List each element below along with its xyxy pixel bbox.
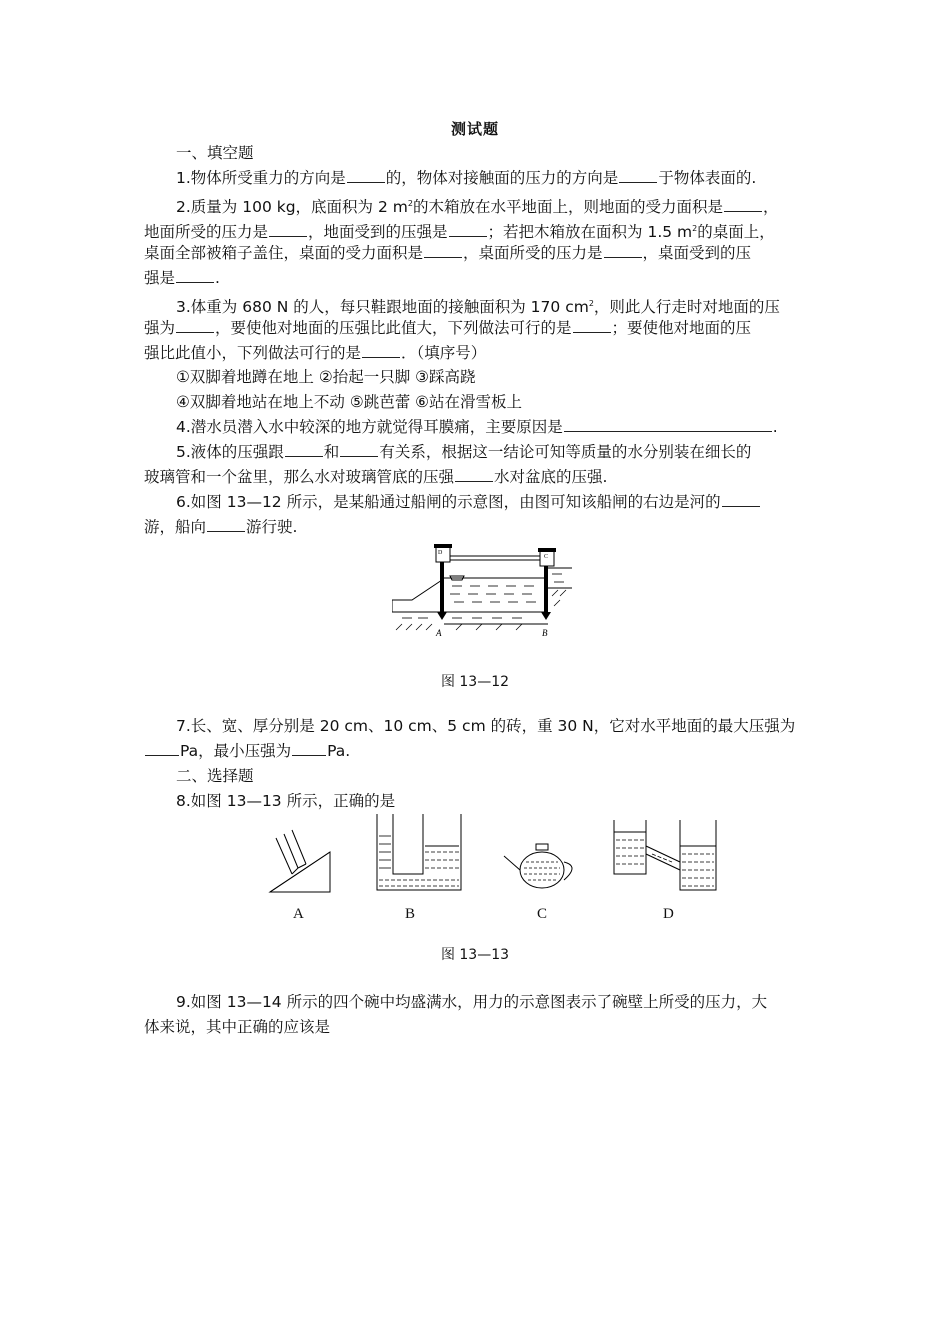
answer-blank[interactable] xyxy=(619,168,657,183)
question-1: 1.物体所受重力的方向是 的，物体对接触面的压力的方向是 于物体表面的. xyxy=(176,169,757,187)
question-4: 4.潜水员潜入水中较深的地方就觉得耳膜痛，主要原因是 . xyxy=(176,418,778,436)
gate-c-label: C xyxy=(544,554,549,560)
answer-blank[interactable] xyxy=(347,168,385,183)
answer-blank[interactable] xyxy=(564,417,772,432)
figure-13-12-caption: 图 13—12 xyxy=(440,674,510,690)
answer-blank[interactable] xyxy=(145,741,179,756)
option-a-figure xyxy=(266,822,336,894)
question-9-line-1: 9.如图 13—14 所示的四个碗中均盛满水，用力的示意图表示了碗壁上所受的压力，大 xyxy=(176,993,768,1011)
answer-blank[interactable] xyxy=(455,467,493,482)
option-c-figure xyxy=(502,838,582,892)
answer-blank[interactable] xyxy=(362,343,400,358)
question-3-options-2: ④双脚着地站在地上不动 ⑤跳芭蕾 ⑥站在滑雪板上 xyxy=(176,393,523,411)
question-6-line-2: 游，船向 游行驶. xyxy=(144,518,298,536)
answer-blank[interactable] xyxy=(176,268,214,283)
question-7-line-1: 7.长、宽、厚分别是 20 cm、10 cm、5 cm 的砖，重 30 N，它对水平地面的最大压强为 xyxy=(176,717,796,735)
question-8: 8.如图 13—13 所示，正确的是 xyxy=(176,792,396,810)
answer-blank[interactable] xyxy=(207,517,245,532)
question-9-line-2: 体来说，其中正确的应该是 xyxy=(144,1018,331,1036)
answer-blank[interactable] xyxy=(604,243,642,258)
answer-blank[interactable] xyxy=(176,318,214,333)
answer-blank[interactable] xyxy=(340,442,378,457)
question-2-line-1: 2.质量为 100 kg，底面积为 2 $m^2$的木箱放在水平地面上，则地面的受力面积是 ， xyxy=(176,198,779,217)
question-7-line-2: Pa，最小压强为 Pa. xyxy=(144,739,812,764)
ship-lock-figure xyxy=(392,540,572,640)
question-3-line-2: 强为 ，要使他对地面的压强比此值大，下列做法可行的是 ；要使他对地面的压 xyxy=(144,319,752,337)
option-b-figure xyxy=(375,814,465,894)
option-c-label: C xyxy=(537,906,548,922)
answer-blank[interactable] xyxy=(424,243,462,258)
section-heading-choice: 二、选择题 xyxy=(176,767,254,785)
question-3-options-1: ①双脚着地蹲在地上 ②抬起一只脚 ③踩高跷 xyxy=(176,368,476,386)
option-d-figure xyxy=(612,818,722,894)
gate-d-label: D xyxy=(438,550,443,556)
question-5-line-1: 5.液体的压强跟 和 有关系，根据这一结论可知等质量的水分别装在细长的 xyxy=(176,443,752,461)
question-3-line-1: 3.体重为 680 N 的人，每只鞋跟地面的接触面积为 170 $cm^2$，则此人行走时对地面的压 xyxy=(176,298,780,317)
answer-blank[interactable] xyxy=(292,741,326,756)
question-5-line-2: 玻璃管和一个盆里，那么水对玻璃管底的压强 水对盆底的压强. xyxy=(144,468,608,486)
option-d-label: D xyxy=(663,906,674,922)
answer-blank[interactable] xyxy=(449,222,487,237)
answer-blank[interactable] xyxy=(269,222,307,237)
question-6-line-1: 6.如图 13—12 所示，是某船通过船闸的示意图，由图可知该船闸的右边是河的 xyxy=(176,490,812,515)
option-a-label: A xyxy=(293,906,304,922)
answer-blank[interactable] xyxy=(573,318,611,333)
question-2-line-3: 桌面全部被箱子盖住，桌面的受力面积是 ，桌面所受的压力是 ，桌面受到的压 xyxy=(144,244,752,262)
question-2-line-4: 强是 . xyxy=(144,269,220,287)
valve-b-label: B xyxy=(542,628,548,638)
answer-blank[interactable] xyxy=(724,197,762,212)
page-title: 测试题 xyxy=(450,120,499,138)
valve-a-label: A xyxy=(436,628,442,638)
question-3-line-3: 强比此值小，下列做法可行的是 ．（填序号） xyxy=(144,344,487,362)
question-2-line-2: 地面所受的压力是 ，地面受到的压强是 ；若把木箱放在面积为 1.5 $m^2$的桌面上， xyxy=(144,223,775,242)
answer-blank[interactable] xyxy=(285,442,323,457)
section-heading-fill: 一、填空题 xyxy=(176,144,254,162)
answer-blank[interactable] xyxy=(722,492,760,507)
figure-13-13-caption: 图 13—13 xyxy=(440,947,510,963)
option-b-label: B xyxy=(405,906,416,922)
